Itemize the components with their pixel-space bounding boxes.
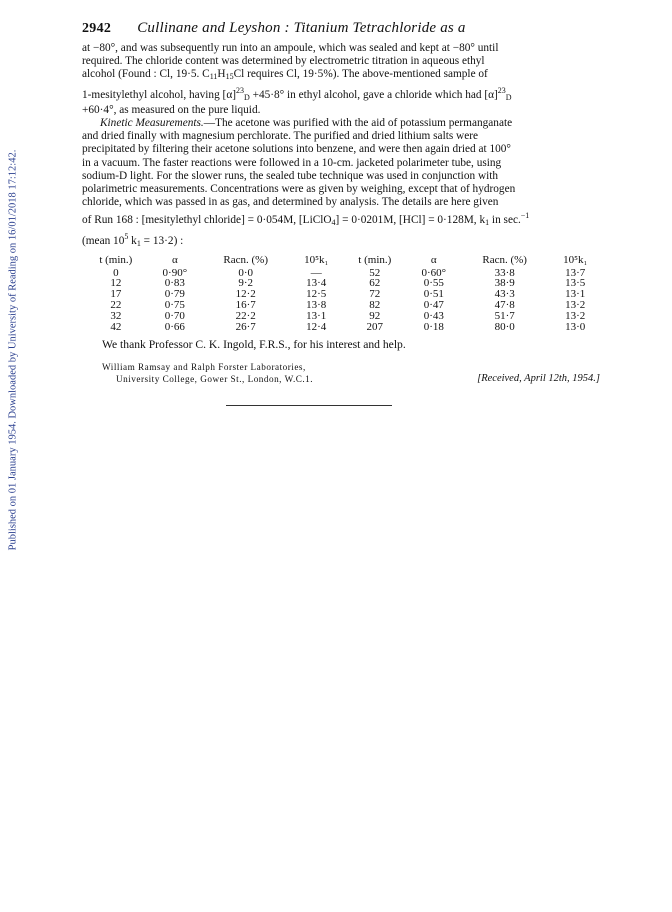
para2-line1: Kinetic Measurements.—The acetone was purified with the aid of potassium permanganate: [100, 117, 513, 130]
table-cell: 13·8: [306, 299, 327, 312]
affiliation-block: [82, 361, 600, 385]
table-cell: 32: [110, 309, 122, 322]
table-cell: 0·55: [423, 277, 444, 290]
table-cell: 33·8: [494, 266, 515, 279]
table-cell: 22·2: [235, 309, 256, 322]
table-cell: 13·2: [565, 299, 586, 312]
column-header: α: [430, 253, 437, 266]
column-header: 10⁵k₁: [563, 253, 588, 266]
table-cell: 62: [369, 277, 381, 290]
table-cell: 0·70: [164, 309, 185, 322]
table-cell: 207: [366, 320, 384, 333]
table-cell: 42: [110, 320, 122, 333]
page-header: [82, 20, 600, 42]
table-row: [82, 289, 600, 300]
table-cell: 13·0: [565, 320, 586, 333]
column-header: 10⁵k₁: [304, 253, 329, 266]
table-cell: 12·4: [306, 320, 327, 333]
table-cell: 26·7: [235, 320, 256, 333]
table-cell: 0·51: [423, 288, 444, 301]
para2-line5: sodium-D light. For the slower runs, the sealed tube technique was used in conjunction with: [82, 169, 499, 182]
download-watermark: Published on 01 January 1954. Downloaded by University of Reading on 16/01/2018 17:12:42.: [7, 149, 19, 551]
column-header: t (min.): [99, 253, 133, 266]
para1-line4: 1-mesitylethyl alcohol, having $[\alpha]^{23}_D +45\cdot 8^\circ$ in ethyl alcohol, gave a chloride which had $[\alpha]^{23}_D$: [82, 85, 512, 102]
table-cell: 72: [369, 288, 381, 301]
acknowledgement: We thank Professor C. K. Ingold, F.R.S., for his interest and help.: [102, 338, 406, 352]
table-cell: 0·0: [238, 266, 254, 279]
para2-line6: polarimetric measurements. Concentrations were as given by weighing, except that of hydrogen: [82, 183, 516, 196]
para1-line3: alcohol (Found : Cl, 19·5. $C_{11}H_{15}Cl$ requires Cl, 19·5%). The above-mentioned sample of: [82, 68, 488, 82]
para2-line3: precipitated by filtering their acetone solutions into benzene, and were then again dried at 100°: [82, 143, 511, 156]
article-body: [82, 42, 600, 250]
table-cell: 0·60°: [421, 266, 447, 279]
end-rule: [226, 405, 392, 406]
para2-line4: in a vacuum. The faster reactions were followed in a 10-cm. jacketed polarimeter tube, using: [82, 156, 502, 169]
table-row: [82, 278, 600, 289]
table-cell: 13·1: [306, 309, 327, 322]
table-cell: 9·2: [238, 277, 254, 290]
table-cell: 0·90°: [162, 266, 188, 279]
table-cell: 92: [369, 309, 381, 322]
kinetics-table: [82, 255, 600, 333]
table-cell: 47·8: [494, 299, 515, 312]
para2-line8: of Run 168 : [mesitylethyl chloride] = 0·054M, [LiClO$_4$] = 0·0201M, [HCl] = 0·128M, $k_1$ in sec.$^{-1}$: [82, 211, 530, 228]
para2-line2: and dried finally with magnesium perchlorate. The purified and dried lithium salts were: [82, 130, 479, 143]
table-cell: —: [310, 266, 322, 279]
para1-line2: required. The chloride content was determined by electrometric titration in aqueous ethyl: [82, 55, 485, 68]
page-number: 2942: [82, 21, 112, 36]
table-cell: 80·0: [494, 320, 515, 333]
running-title: Cullinane and Leyshon : Titanium Tetrachloride as a: [137, 20, 466, 36]
table-cell: 12·5: [306, 288, 327, 301]
table-cell: 13·2: [565, 309, 586, 322]
table-cell: 0·47: [423, 299, 444, 312]
table-header-row: [82, 255, 600, 268]
table-cell: 17: [110, 288, 122, 301]
column-header: Racn. (%): [482, 253, 527, 266]
table-cell: 82: [369, 299, 381, 312]
table-cell: 0·83: [164, 277, 185, 290]
table-cell: 38·9: [494, 277, 515, 290]
para1-line5: +60·4°, as measured on the pure liquid.: [82, 103, 261, 116]
journal-page: [82, 20, 600, 406]
section-heading: Kinetic Measurements.: [100, 117, 204, 130]
table-cell: 13·4: [306, 277, 327, 290]
table-cell: 43·3: [494, 288, 515, 301]
table-cell: 13·1: [565, 288, 586, 301]
table-cell: 52: [369, 266, 381, 279]
table-cell: 0·75: [164, 299, 185, 312]
table-cell: 0·43: [423, 309, 444, 322]
table-cell: 12·2: [235, 288, 256, 301]
table-row: [82, 268, 600, 279]
table-cell: 0: [113, 266, 119, 279]
column-header: t (min.): [358, 253, 392, 266]
table-cell: 0·18: [423, 320, 444, 333]
column-header: α: [171, 253, 178, 266]
affiliation-line1: William Ramsay and Ralph Forster Laboratories,: [102, 362, 306, 373]
column-header: Racn. (%): [223, 253, 268, 266]
affiliation-line2: University College, Gower St., London, W.C.1.: [116, 374, 314, 385]
table-cell: 51·7: [494, 309, 515, 322]
table-cell: 22: [110, 299, 122, 312]
table-row: [82, 300, 600, 311]
para1-line1: at −80°, and was subsequently run into an ampoule, which was sealed and kept at −80° until: [82, 42, 499, 54]
table-cell: 0·79: [164, 288, 185, 301]
table-row: [82, 322, 600, 333]
table-cell: 16·7: [235, 299, 256, 312]
table-cell: 12: [110, 277, 122, 290]
table-cell: 13·7: [565, 266, 586, 279]
para2-line7: chloride, which was passed in as gas, and determined by analysis. The details are here given: [82, 196, 499, 209]
table-row: [82, 311, 600, 322]
received-date: [Received, April 12th, 1954.]: [477, 373, 600, 385]
table-cell: 0·66: [164, 320, 185, 333]
para2-line9: (mean $10^5$ $k_1 = 13\cdot 2$) :: [82, 231, 184, 248]
table-cell: 13·5: [565, 277, 586, 290]
